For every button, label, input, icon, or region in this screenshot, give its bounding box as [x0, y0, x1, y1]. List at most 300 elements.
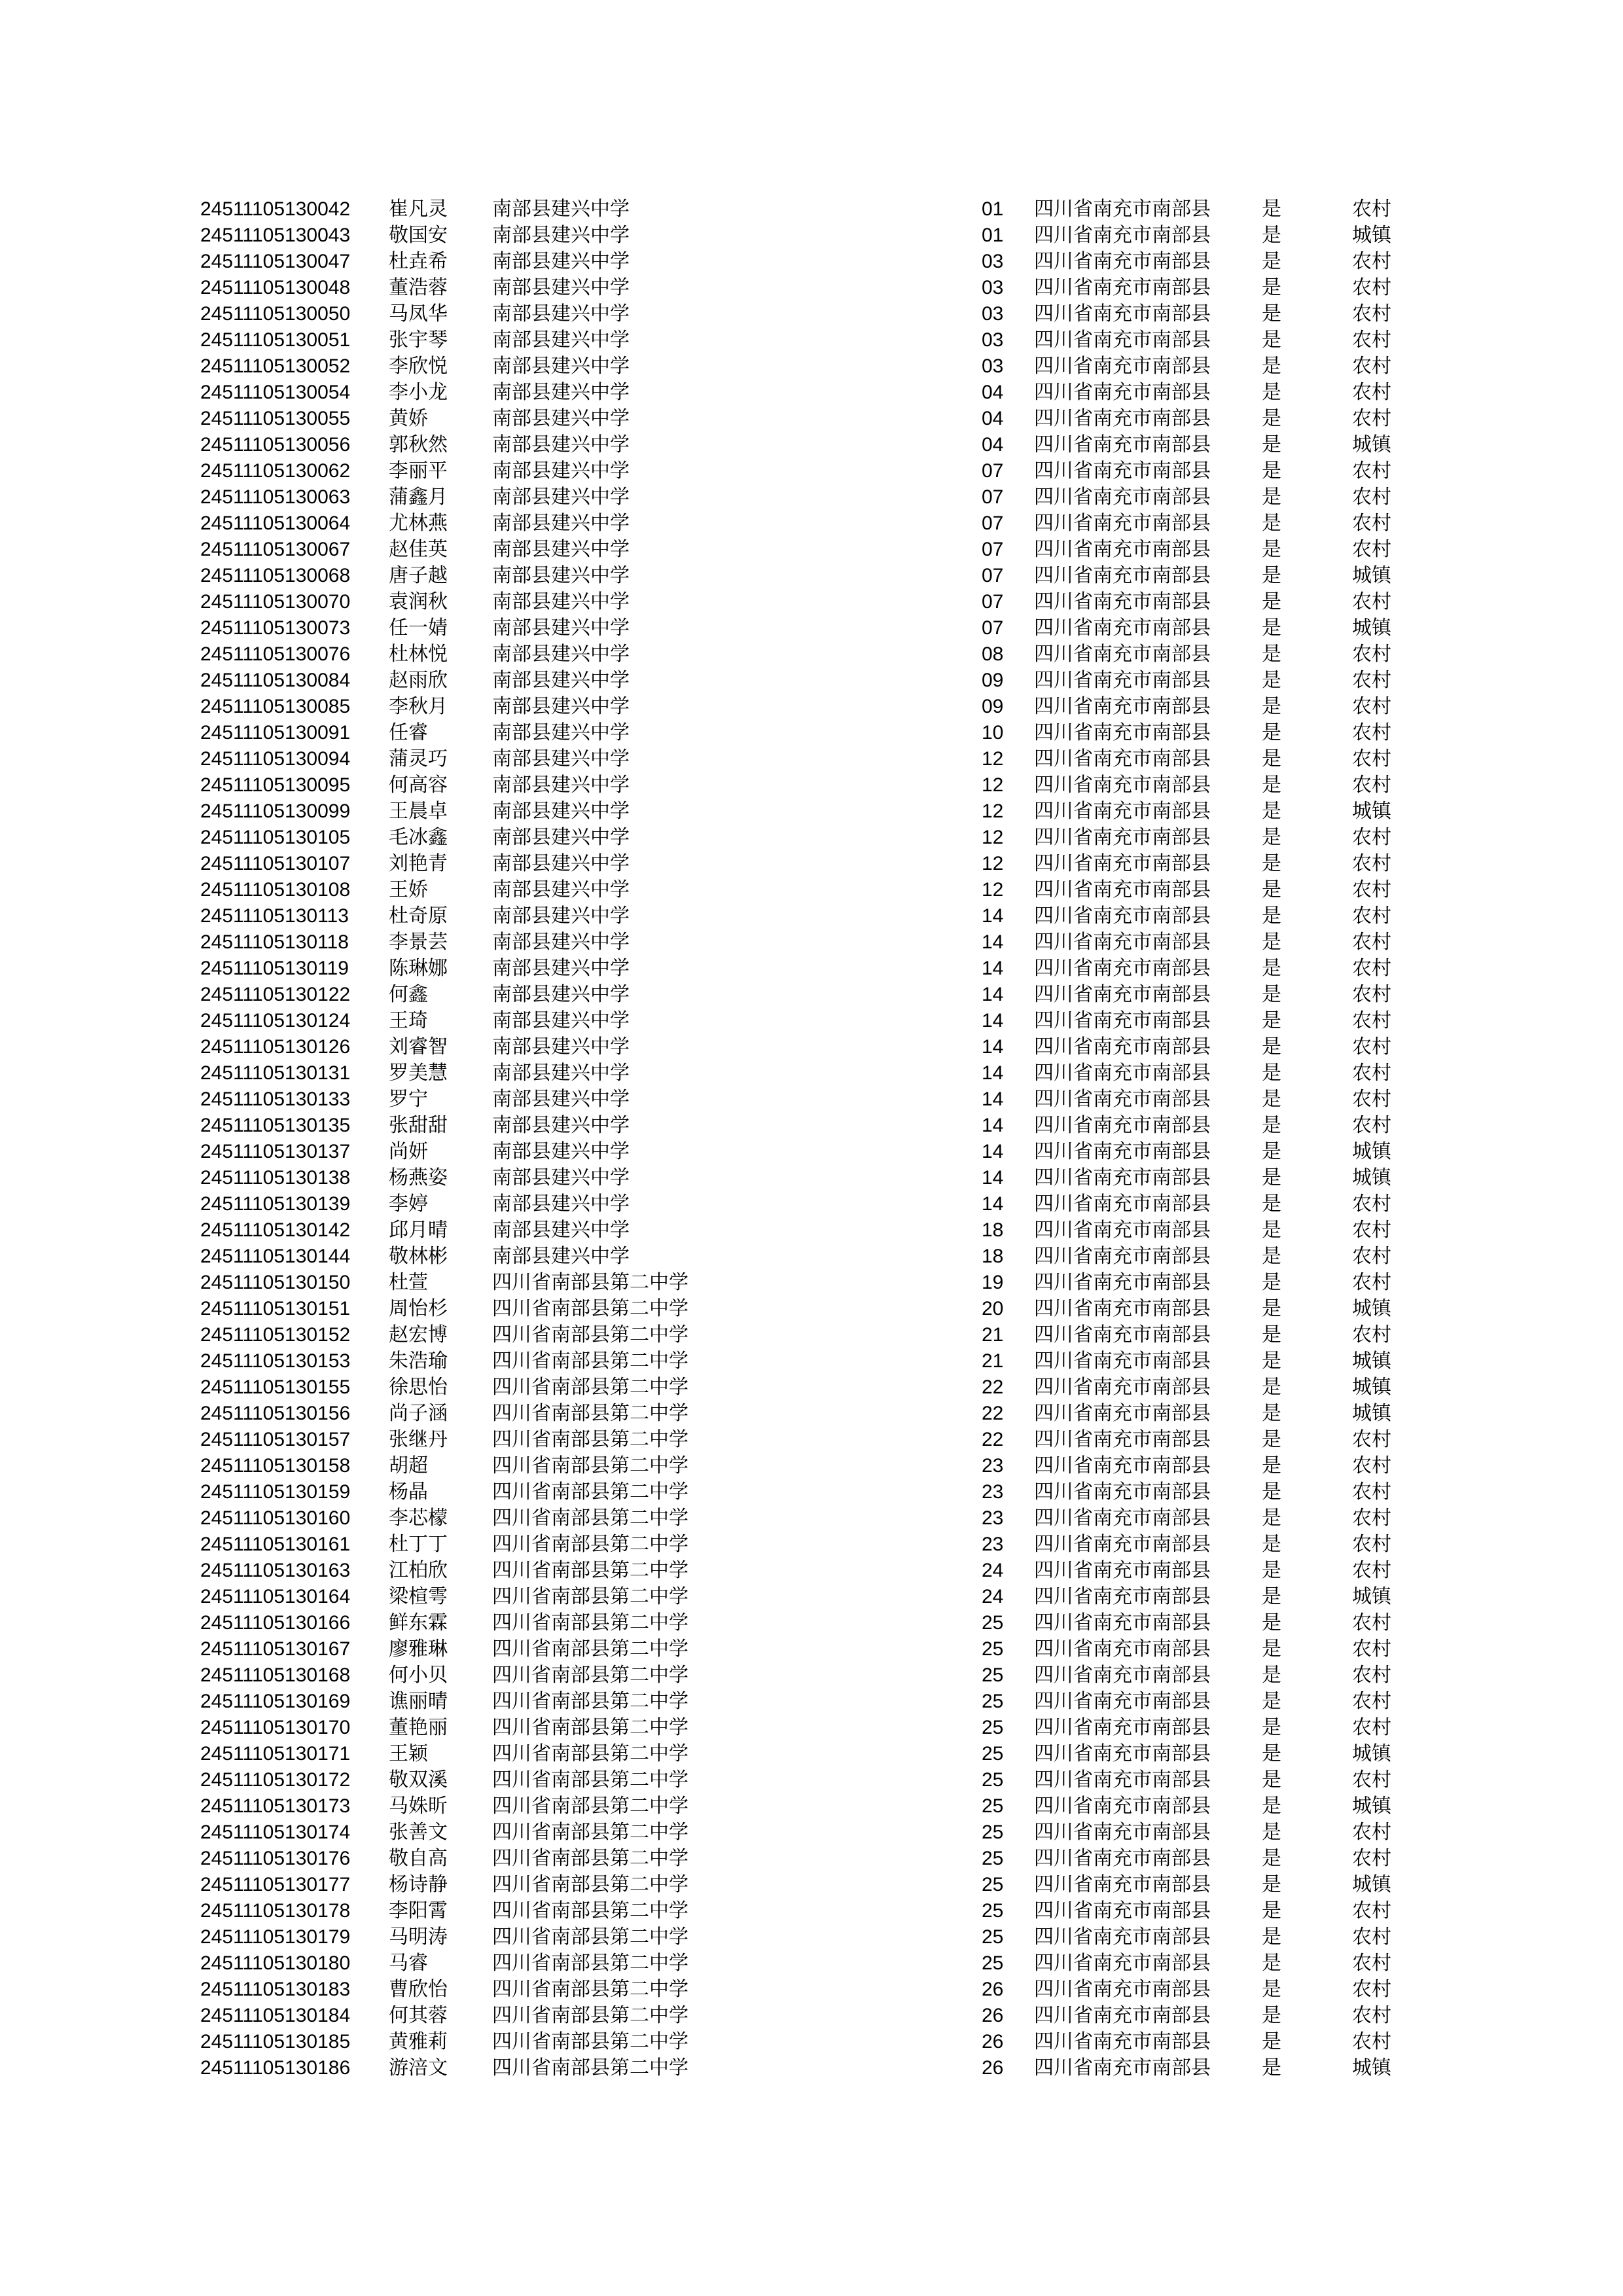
student-id-cell: 24511105130095	[200, 774, 351, 796]
student-id-cell: 24511105130094	[200, 748, 351, 770]
flag-value-cell: 是	[1262, 1245, 1281, 1268]
school-name-cell: 四川省南部县第二中学	[492, 1952, 688, 1975]
student-name-cell: 黄娇	[389, 407, 428, 430]
student-name-cell: 王颖	[389, 1742, 428, 1765]
region-cell: 四川省南充市南部县	[1034, 957, 1211, 980]
flag-value-cell: 是	[1262, 1978, 1281, 2001]
region-cell: 四川省南充市南部县	[1034, 1507, 1211, 1530]
region-cell: 四川省南充市南部县	[1034, 643, 1211, 666]
student-id-cell: 24511105130159	[200, 1481, 351, 1503]
student-name-cell: 敬国安	[389, 224, 448, 247]
residence-type-cell: 农村	[1352, 486, 1391, 509]
class-number-cell: 14	[982, 1088, 1004, 1110]
residence-type-cell: 农村	[1352, 538, 1391, 561]
class-number-cell: 04	[982, 434, 1004, 456]
student-id-cell: 24511105130180	[200, 1952, 351, 1974]
region-cell: 四川省南充市南部县	[1034, 826, 1211, 849]
flag-value-cell: 是	[1262, 1376, 1281, 1399]
flag-value-cell: 是	[1262, 1062, 1281, 1085]
school-name-cell: 四川省南部县第二中学	[492, 1611, 688, 1634]
school-name-cell: 南部县建兴中学	[492, 747, 630, 770]
region-cell: 四川省南充市南部县	[1034, 433, 1211, 456]
class-number-cell: 03	[982, 277, 1004, 298]
table-row	[200, 1296, 1418, 1322]
student-id-cell: 24511105130054	[200, 382, 351, 403]
table-row	[200, 2003, 1418, 2029]
student-name-cell: 郭秋然	[389, 433, 448, 456]
residence-type-cell: 农村	[1352, 931, 1391, 954]
school-name-cell: 南部县建兴中学	[492, 852, 630, 875]
residence-type-cell: 农村	[1352, 905, 1391, 927]
residence-type-cell: 农村	[1352, 355, 1391, 378]
flag-value-cell: 是	[1262, 1271, 1281, 1294]
flag-value-cell: 是	[1262, 721, 1281, 744]
table-row	[200, 380, 1418, 406]
student-id-cell: 24511105130144	[200, 1246, 351, 1267]
student-id-cell: 24511105130133	[200, 1088, 351, 1110]
school-name-cell: 南部县建兴中学	[492, 198, 630, 221]
residence-type-cell: 农村	[1352, 1009, 1391, 1032]
flag-value-cell: 是	[1262, 1454, 1281, 1477]
residence-type-cell: 农村	[1352, 1062, 1391, 1085]
flag-value-cell: 是	[1262, 1480, 1281, 1503]
table-row	[200, 1479, 1418, 1505]
student-id-cell: 24511105130184	[200, 2005, 351, 2026]
student-name-cell: 罗美慧	[389, 1062, 448, 1085]
table-row	[200, 694, 1418, 720]
school-name-cell: 四川省南部县第二中学	[492, 1899, 688, 1922]
class-number-cell: 07	[982, 486, 1004, 508]
school-name-cell: 南部县建兴中学	[492, 302, 630, 325]
flag-value-cell: 是	[1262, 1768, 1281, 1791]
student-name-cell: 杜垚希	[389, 250, 448, 273]
class-number-cell: 14	[982, 1141, 1004, 1162]
student-id-cell: 24511105130156	[200, 1403, 351, 1424]
flag-value-cell: 是	[1262, 329, 1281, 351]
student-id-cell: 24511105130047	[200, 251, 351, 272]
student-name-cell: 杜林悦	[389, 643, 448, 666]
student-id-cell: 24511105130062	[200, 460, 351, 482]
flag-value-cell: 是	[1262, 1009, 1281, 1032]
region-cell: 四川省南充市南部县	[1034, 1140, 1211, 1163]
student-name-cell: 敬林彬	[389, 1245, 448, 1268]
table-row	[200, 1689, 1418, 1715]
school-name-cell: 南部县建兴中学	[492, 276, 630, 299]
student-name-cell: 马明涛	[389, 1926, 448, 1948]
table-row	[200, 1348, 1418, 1374]
student-id-cell: 24511105130150	[200, 1272, 351, 1293]
class-number-cell: 07	[982, 512, 1004, 534]
student-name-cell: 张继丹	[389, 1428, 448, 1451]
student-id-cell: 24511105130073	[200, 617, 351, 639]
region-cell: 四川省南充市南部县	[1034, 1454, 1211, 1477]
class-number-cell: 24	[982, 1560, 1004, 1581]
student-name-cell: 张宇琴	[389, 329, 448, 351]
school-name-cell: 南部县建兴中学	[492, 617, 630, 639]
region-cell: 四川省南充市南部县	[1034, 198, 1211, 221]
student-name-cell: 尤林燕	[389, 512, 448, 535]
residence-type-cell: 农村	[1352, 1611, 1391, 1634]
class-number-cell: 14	[982, 1062, 1004, 1084]
student-name-cell: 敬双溪	[389, 1768, 448, 1791]
residence-type-cell: 农村	[1352, 1768, 1391, 1791]
school-name-cell: 南部县建兴中学	[492, 433, 630, 456]
flag-value-cell: 是	[1262, 1690, 1281, 1713]
student-name-cell: 陈琳娜	[389, 957, 448, 980]
class-number-cell: 21	[982, 1350, 1004, 1372]
flag-value-cell: 是	[1262, 1795, 1281, 1818]
table-row	[200, 1374, 1418, 1401]
residence-type-cell: 农村	[1352, 1114, 1391, 1137]
flag-value-cell: 是	[1262, 1088, 1281, 1111]
student-name-cell: 谯丽晴	[389, 1690, 448, 1713]
school-name-cell: 四川省南部县第二中学	[492, 1847, 688, 1870]
residence-type-cell: 农村	[1352, 1978, 1391, 2001]
class-number-cell: 08	[982, 643, 1004, 665]
flag-value-cell: 是	[1262, 1664, 1281, 1687]
class-number-cell: 24	[982, 1586, 1004, 1607]
region-cell: 四川省南充市南部县	[1034, 2030, 1211, 2053]
school-name-cell: 四川省南部县第二中学	[492, 2004, 688, 2027]
flag-value-cell: 是	[1262, 2004, 1281, 2027]
flag-value-cell: 是	[1262, 905, 1281, 927]
flag-value-cell: 是	[1262, 983, 1281, 1006]
region-cell: 四川省南充市南部县	[1034, 1742, 1211, 1765]
table-row	[200, 851, 1418, 877]
school-name-cell: 南部县建兴中学	[492, 800, 630, 823]
region-cell: 四川省南充市南部县	[1034, 329, 1211, 351]
table-row	[200, 746, 1418, 772]
student-id-cell: 24511105130142	[200, 1219, 351, 1241]
table-row	[200, 877, 1418, 903]
class-number-cell: 10	[982, 722, 1004, 744]
region-cell: 四川省南充市南部县	[1034, 1271, 1211, 1294]
student-name-cell: 王娇	[389, 878, 428, 901]
residence-type-cell: 农村	[1352, 1035, 1391, 1058]
region-cell: 四川省南充市南部县	[1034, 1193, 1211, 1215]
school-name-cell: 南部县建兴中学	[492, 355, 630, 378]
table-row	[200, 1427, 1418, 1453]
school-name-cell: 南部县建兴中学	[492, 407, 630, 430]
residence-type-cell: 农村	[1352, 852, 1391, 875]
school-name-cell: 南部县建兴中学	[492, 329, 630, 351]
table-row	[200, 2055, 1418, 2081]
student-name-cell: 董浩蓉	[389, 276, 448, 299]
region-cell: 四川省南充市南部县	[1034, 1245, 1211, 1268]
class-number-cell: 25	[982, 1743, 1004, 1765]
school-name-cell: 南部县建兴中学	[492, 1114, 630, 1137]
student-name-cell: 张善文	[389, 1821, 448, 1844]
flag-value-cell: 是	[1262, 1847, 1281, 1870]
residence-type-cell: 农村	[1352, 826, 1391, 849]
student-id-cell: 24511105130151	[200, 1298, 351, 1319]
student-name-cell: 杜丁丁	[389, 1533, 448, 1556]
school-name-cell: 南部县建兴中学	[492, 250, 630, 273]
table-row	[200, 432, 1418, 458]
class-number-cell: 25	[982, 1900, 1004, 1922]
student-name-cell: 任睿	[389, 721, 428, 744]
residence-type-cell: 农村	[1352, 643, 1391, 666]
residence-type-cell: 农村	[1352, 302, 1391, 325]
school-name-cell: 四川省南部县第二中学	[492, 1350, 688, 1372]
flag-value-cell: 是	[1262, 1638, 1281, 1660]
school-name-cell: 南部县建兴中学	[492, 1062, 630, 1085]
flag-value-cell: 是	[1262, 1533, 1281, 1556]
student-name-cell: 李秋月	[389, 695, 448, 718]
flag-value-cell: 是	[1262, 1611, 1281, 1634]
residence-type-cell: 农村	[1352, 1847, 1391, 1870]
class-number-cell: 22	[982, 1403, 1004, 1424]
region-cell: 四川省南充市南部县	[1034, 1559, 1211, 1582]
student-id-cell: 24511105130138	[200, 1167, 351, 1189]
flag-value-cell: 是	[1262, 381, 1281, 404]
school-name-cell: 四川省南部县第二中学	[492, 1585, 688, 1608]
table-row	[200, 1401, 1418, 1427]
school-name-cell: 四川省南部县第二中学	[492, 1323, 688, 1346]
student-id-cell: 24511105130048	[200, 277, 351, 298]
student-id-cell: 24511105130108	[200, 879, 351, 901]
class-number-cell: 03	[982, 251, 1004, 272]
student-name-cell: 何小贝	[389, 1664, 448, 1687]
student-name-cell: 蒲灵巧	[389, 747, 448, 770]
class-number-cell: 03	[982, 303, 1004, 325]
region-cell: 四川省南充市南部县	[1034, 905, 1211, 927]
student-name-cell: 游涪文	[389, 2056, 448, 2079]
school-name-cell: 南部县建兴中学	[492, 905, 630, 927]
student-name-cell: 杜萱	[389, 1271, 428, 1294]
flag-value-cell: 是	[1262, 512, 1281, 535]
region-cell: 四川省南充市南部县	[1034, 1428, 1211, 1451]
student-name-cell: 杜奇原	[389, 905, 448, 927]
region-cell: 四川省南充市南部县	[1034, 1768, 1211, 1791]
student-id-cell: 24511105130063	[200, 486, 351, 508]
class-number-cell: 12	[982, 879, 1004, 901]
residence-type-cell: 农村	[1352, 1480, 1391, 1503]
table-row	[200, 589, 1418, 615]
class-number-cell: 23	[982, 1455, 1004, 1477]
student-name-cell: 李小龙	[389, 381, 448, 404]
student-id-cell: 24511105130169	[200, 1691, 351, 1712]
school-name-cell: 四川省南部县第二中学	[492, 1821, 688, 1844]
residence-type-cell: 城镇	[1352, 1166, 1391, 1189]
school-name-cell: 南部县建兴中学	[492, 512, 630, 535]
student-name-cell: 李芯檬	[389, 1507, 448, 1530]
student-id-cell: 24511105130056	[200, 434, 351, 456]
flag-value-cell: 是	[1262, 2056, 1281, 2079]
school-name-cell: 南部县建兴中学	[492, 1193, 630, 1215]
residence-type-cell: 农村	[1352, 459, 1391, 482]
class-number-cell: 12	[982, 748, 1004, 770]
class-number-cell: 07	[982, 460, 1004, 482]
table-row	[200, 641, 1418, 668]
flag-value-cell: 是	[1262, 407, 1281, 430]
school-name-cell: 南部县建兴中学	[492, 931, 630, 954]
school-name-cell: 四川省南部县第二中学	[492, 1533, 688, 1556]
flag-value-cell: 是	[1262, 1585, 1281, 1608]
student-id-cell: 24511105130051	[200, 329, 351, 351]
student-id-cell: 24511105130185	[200, 2031, 351, 2053]
residence-type-cell: 农村	[1352, 590, 1391, 613]
table-row	[200, 825, 1418, 851]
student-id-cell: 24511105130173	[200, 1795, 351, 1817]
flag-value-cell: 是	[1262, 1559, 1281, 1582]
class-number-cell: 04	[982, 382, 1004, 403]
flag-value-cell: 是	[1262, 1428, 1281, 1451]
student-name-cell: 江柏欣	[389, 1559, 448, 1582]
class-number-cell: 23	[982, 1507, 1004, 1529]
school-name-cell: 南部县建兴中学	[492, 695, 630, 718]
residence-type-cell: 农村	[1352, 1219, 1391, 1242]
table-row	[200, 1898, 1418, 1924]
student-id-cell: 24511105130160	[200, 1507, 351, 1529]
flag-value-cell: 是	[1262, 224, 1281, 247]
region-cell: 四川省南充市南部县	[1034, 276, 1211, 299]
class-number-cell: 14	[982, 958, 1004, 979]
region-cell: 四川省南充市南部县	[1034, 1402, 1211, 1425]
student-id-cell: 24511105130163	[200, 1560, 351, 1581]
region-cell: 四川省南充市南部县	[1034, 1952, 1211, 1975]
flag-value-cell: 是	[1262, 1140, 1281, 1163]
residence-type-cell: 城镇	[1352, 800, 1391, 823]
region-cell: 四川省南充市南部县	[1034, 721, 1211, 744]
region-cell: 四川省南充市南部县	[1034, 1899, 1211, 1922]
student-name-cell: 杨晶	[389, 1480, 428, 1503]
region-cell: 四川省南充市南部县	[1034, 1847, 1211, 1870]
student-name-cell: 刘艳青	[389, 852, 448, 875]
flag-value-cell: 是	[1262, 1350, 1281, 1372]
residence-type-cell: 农村	[1352, 1088, 1391, 1111]
table-row	[200, 458, 1418, 484]
region-cell: 四川省南充市南部县	[1034, 459, 1211, 482]
class-number-cell: 14	[982, 1036, 1004, 1058]
flag-value-cell: 是	[1262, 276, 1281, 299]
school-name-cell: 四川省南部县第二中学	[492, 2056, 688, 2079]
table-row	[200, 1636, 1418, 1662]
school-name-cell: 四川省南部县第二中学	[492, 1873, 688, 1896]
region-cell: 四川省南充市南部县	[1034, 1088, 1211, 1111]
table-row	[200, 1558, 1418, 1584]
residence-type-cell: 城镇	[1352, 1585, 1391, 1608]
class-number-cell: 03	[982, 355, 1004, 377]
table-row	[200, 798, 1418, 825]
class-number-cell: 14	[982, 1193, 1004, 1215]
region-cell: 四川省南充市南部县	[1034, 1926, 1211, 1948]
residence-type-cell: 农村	[1352, 1533, 1391, 1556]
student-name-cell: 马姝昕	[389, 1795, 448, 1818]
class-number-cell: 25	[982, 1769, 1004, 1791]
class-number-cell: 03	[982, 329, 1004, 351]
student-name-cell: 杨燕姿	[389, 1166, 448, 1189]
flag-value-cell: 是	[1262, 459, 1281, 482]
student-id-cell: 24511105130178	[200, 1900, 351, 1922]
class-number-cell: 14	[982, 931, 1004, 953]
residence-type-cell: 城镇	[1352, 1402, 1391, 1425]
student-name-cell: 毛冰鑫	[389, 826, 448, 849]
flag-value-cell: 是	[1262, 931, 1281, 954]
student-name-cell: 唐子越	[389, 564, 448, 587]
table-row	[200, 1950, 1418, 1977]
student-name-cell: 李阳霄	[389, 1899, 448, 1922]
residence-type-cell: 城镇	[1352, 564, 1391, 587]
class-number-cell: 25	[982, 1717, 1004, 1738]
table-row	[200, 537, 1418, 563]
residence-type-cell: 农村	[1352, 1454, 1391, 1477]
residence-type-cell: 农村	[1352, 1559, 1391, 1582]
table-row	[200, 327, 1418, 353]
student-name-cell: 廖雅琳	[389, 1638, 448, 1660]
region-cell: 四川省南充市南部县	[1034, 1611, 1211, 1634]
school-name-cell: 四川省南部县第二中学	[492, 1768, 688, 1791]
region-cell: 四川省南充市南部县	[1034, 1795, 1211, 1818]
region-cell: 四川省南充市南部县	[1034, 2056, 1211, 2079]
residence-type-cell: 农村	[1352, 329, 1391, 351]
student-id-cell: 24511105130161	[200, 1534, 351, 1555]
student-name-cell: 马凤华	[389, 302, 448, 325]
student-id-cell: 24511105130186	[200, 2057, 351, 2079]
school-name-cell: 南部县建兴中学	[492, 983, 630, 1006]
school-name-cell: 南部县建兴中学	[492, 1009, 630, 1032]
flag-value-cell: 是	[1262, 1899, 1281, 1922]
student-id-cell: 24511105130070	[200, 591, 351, 613]
school-name-cell: 四川省南部县第二中学	[492, 2030, 688, 2053]
class-number-cell: 25	[982, 1638, 1004, 1660]
school-name-cell: 南部县建兴中学	[492, 1245, 630, 1268]
table-row	[200, 563, 1418, 589]
school-name-cell: 四川省南部县第二中学	[492, 1507, 688, 1530]
flag-value-cell: 是	[1262, 1219, 1281, 1242]
student-id-cell: 24511105130157	[200, 1429, 351, 1450]
region-cell: 四川省南充市南部县	[1034, 1690, 1211, 1713]
student-name-cell: 罗宁	[389, 1088, 428, 1111]
table-row	[200, 1793, 1418, 1820]
school-name-cell: 南部县建兴中学	[492, 721, 630, 744]
student-name-cell: 鲜东霖	[389, 1611, 448, 1634]
region-cell: 四川省南充市南部县	[1034, 512, 1211, 535]
class-number-cell: 14	[982, 1167, 1004, 1189]
region-cell: 四川省南充市南部县	[1034, 355, 1211, 378]
class-number-cell: 25	[982, 1664, 1004, 1686]
residence-type-cell: 农村	[1352, 2030, 1391, 2053]
class-number-cell: 07	[982, 539, 1004, 560]
region-cell: 四川省南充市南部县	[1034, 1480, 1211, 1503]
school-name-cell: 南部县建兴中学	[492, 224, 630, 247]
student-name-cell: 赵佳英	[389, 538, 448, 561]
school-name-cell: 四川省南部县第二中学	[492, 1271, 688, 1294]
student-name-cell: 袁润秋	[389, 590, 448, 613]
table-row	[200, 1008, 1418, 1034]
class-number-cell: 14	[982, 1010, 1004, 1031]
table-row	[200, 1820, 1418, 1846]
student-id-cell: 24511105130139	[200, 1193, 351, 1215]
region-cell: 四川省南充市南部县	[1034, 1978, 1211, 2001]
school-name-cell: 四川省南部县第二中学	[492, 1638, 688, 1660]
student-id-cell: 24511105130050	[200, 303, 351, 325]
class-number-cell: 26	[982, 2057, 1004, 2079]
residence-type-cell: 农村	[1352, 983, 1391, 1006]
residence-type-cell: 农村	[1352, 695, 1391, 718]
residence-type-cell: 农村	[1352, 1899, 1391, 1922]
student-id-cell: 24511105130131	[200, 1062, 351, 1084]
residence-type-cell: 农村	[1352, 1323, 1391, 1346]
student-table	[200, 196, 1418, 2081]
table-row	[200, 1872, 1418, 1898]
class-number-cell: 18	[982, 1246, 1004, 1267]
school-name-cell: 南部县建兴中学	[492, 1140, 630, 1163]
table-row	[200, 249, 1418, 275]
school-name-cell: 四川省南部县第二中学	[492, 1559, 688, 1582]
residence-type-cell: 农村	[1352, 1821, 1391, 1844]
student-id-cell: 24511105130099	[200, 800, 351, 822]
